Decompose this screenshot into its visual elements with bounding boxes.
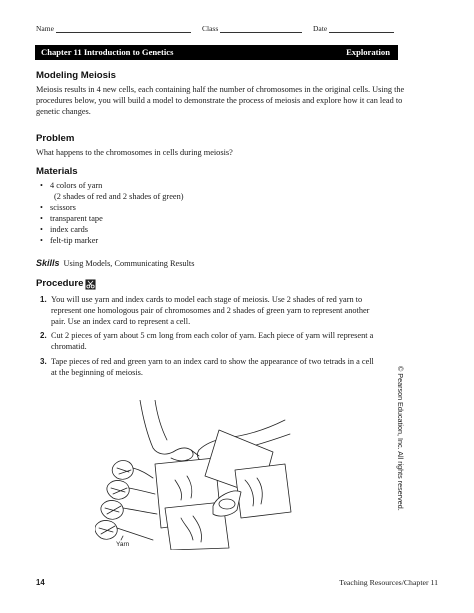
step-number: 2. — [40, 331, 47, 341]
section-heading-modeling-meiosis: Modeling Meiosis — [36, 70, 116, 81]
list-item: • index cards — [36, 224, 183, 235]
section-heading-procedure: Procedure — [36, 278, 84, 289]
list-item: • 4 colors of yarn — [36, 180, 183, 191]
section-heading-materials: Materials — [36, 166, 78, 177]
problem-text: What happens to the chromosomes in cells during meiosis? — [36, 148, 233, 157]
list-item-note: (2 shades of red and 2 shades of green) — [54, 192, 184, 201]
page-number: 14 — [36, 578, 45, 587]
section-heading-problem: Problem — [36, 133, 75, 144]
date-field[interactable] — [313, 24, 394, 33]
skills-text: Using Models, Communicating Results — [63, 259, 195, 268]
procedure-step — [36, 295, 381, 327]
materials-list — [36, 180, 183, 246]
step-number: 1. — [40, 295, 47, 304]
index-card-far-right — [235, 464, 291, 518]
student-info-line — [36, 24, 438, 36]
yarn-label-pointer — [121, 536, 123, 540]
yarn-index-card-illustration — [95, 400, 305, 550]
list-item: • transparent tape — [36, 213, 183, 224]
name-field[interactable] — [36, 24, 191, 33]
copyright-text: © Pearson Education, Inc. All rights reserved. — [396, 366, 405, 511]
procedure-step — [36, 357, 381, 379]
list-item: • felt-tip marker — [36, 235, 183, 246]
list-item: • scissors — [36, 202, 183, 213]
date-blank[interactable] — [329, 24, 394, 33]
skills-label: Skills — [36, 258, 60, 268]
step-text: You will use yarn and index cards to model each stage of meiosis. Use 2 shades of red yarn to represent one homologous pair of chromosomes and 2 shades of green yarn to represent another pair. Use an index card to represent a cell. — [51, 295, 370, 326]
procedure-steps — [36, 295, 381, 383]
left-hand — [171, 448, 193, 461]
scissors-safety-icon — [85, 279, 96, 290]
class-field[interactable] — [202, 24, 302, 33]
copyright-notice — [396, 366, 417, 516]
chapter-title: Chapter 11 Introduction to Genetics — [41, 47, 174, 57]
activity-type: Exploration — [346, 47, 390, 57]
intro-paragraph: Meiosis results in 4 new cells, each containing half the number of chromosomes in the original cells. Using the procedures below, you will build a model to demonstrate the process of meiosis and explore how it can lead to genetic changes. — [36, 85, 405, 116]
step-text: Tape pieces of red and green yarn to an index card to show the appearance of two tetrads in a cell at the beginning of meiosis. — [51, 356, 374, 377]
resource-label: Teaching Resources/Chapter 11 — [339, 578, 438, 587]
skills-line — [36, 258, 194, 268]
yarn-skeins — [95, 461, 157, 540]
step-number: 3. — [40, 356, 47, 366]
yarn-label: Yarn — [116, 541, 130, 548]
class-blank[interactable] — [220, 24, 302, 33]
left-arm-inner — [155, 400, 167, 440]
date-label: Date — [313, 24, 328, 33]
chapter-banner — [35, 45, 398, 60]
procedure-step — [36, 331, 381, 353]
name-label: Name — [36, 24, 54, 33]
name-blank[interactable] — [56, 24, 191, 33]
class-label: Class — [202, 24, 219, 33]
step-text: Cut 2 pieces of yarn about 5 cm long from each color of yarn. Each piece of yarn will represent a chromatid. — [51, 331, 374, 352]
